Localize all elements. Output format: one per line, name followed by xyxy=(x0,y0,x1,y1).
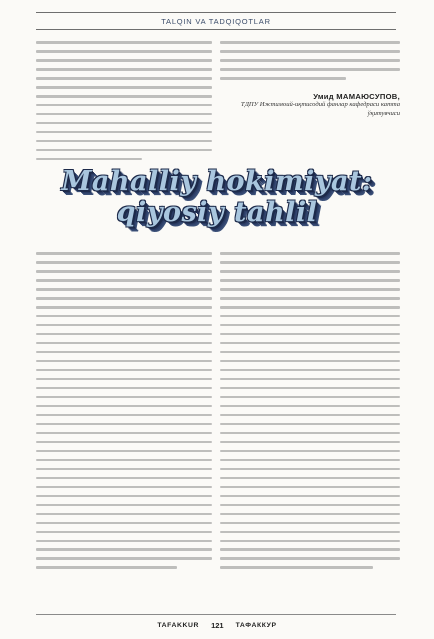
intro-column-right xyxy=(220,41,400,86)
author-name: Умид МАМАЮСУПОВ, xyxy=(313,92,400,101)
page-number: 121 xyxy=(211,620,224,630)
headline-line-2: qiyosiy tahlil xyxy=(116,197,318,228)
body-column-right xyxy=(220,252,400,575)
footer-brand-cyrillic: ТАФАККУР xyxy=(235,621,277,629)
intro-column-left xyxy=(36,41,212,167)
author-signature xyxy=(220,92,400,118)
article-headline xyxy=(0,166,434,228)
footer-brand-latin: TAFAKKUR xyxy=(157,621,200,629)
headline-line-1: Mahalliy hokimiyat: xyxy=(61,166,373,197)
section-header xyxy=(36,10,396,32)
page-footer xyxy=(0,617,434,633)
author-role: ТДПУ Ижтимоий-иқтисодий фанлар кафедраси катта ўқитувчиси xyxy=(240,101,400,117)
section-title: TALQIN VA TADQIQOTLAR xyxy=(161,16,271,26)
body-column-left xyxy=(36,252,212,575)
